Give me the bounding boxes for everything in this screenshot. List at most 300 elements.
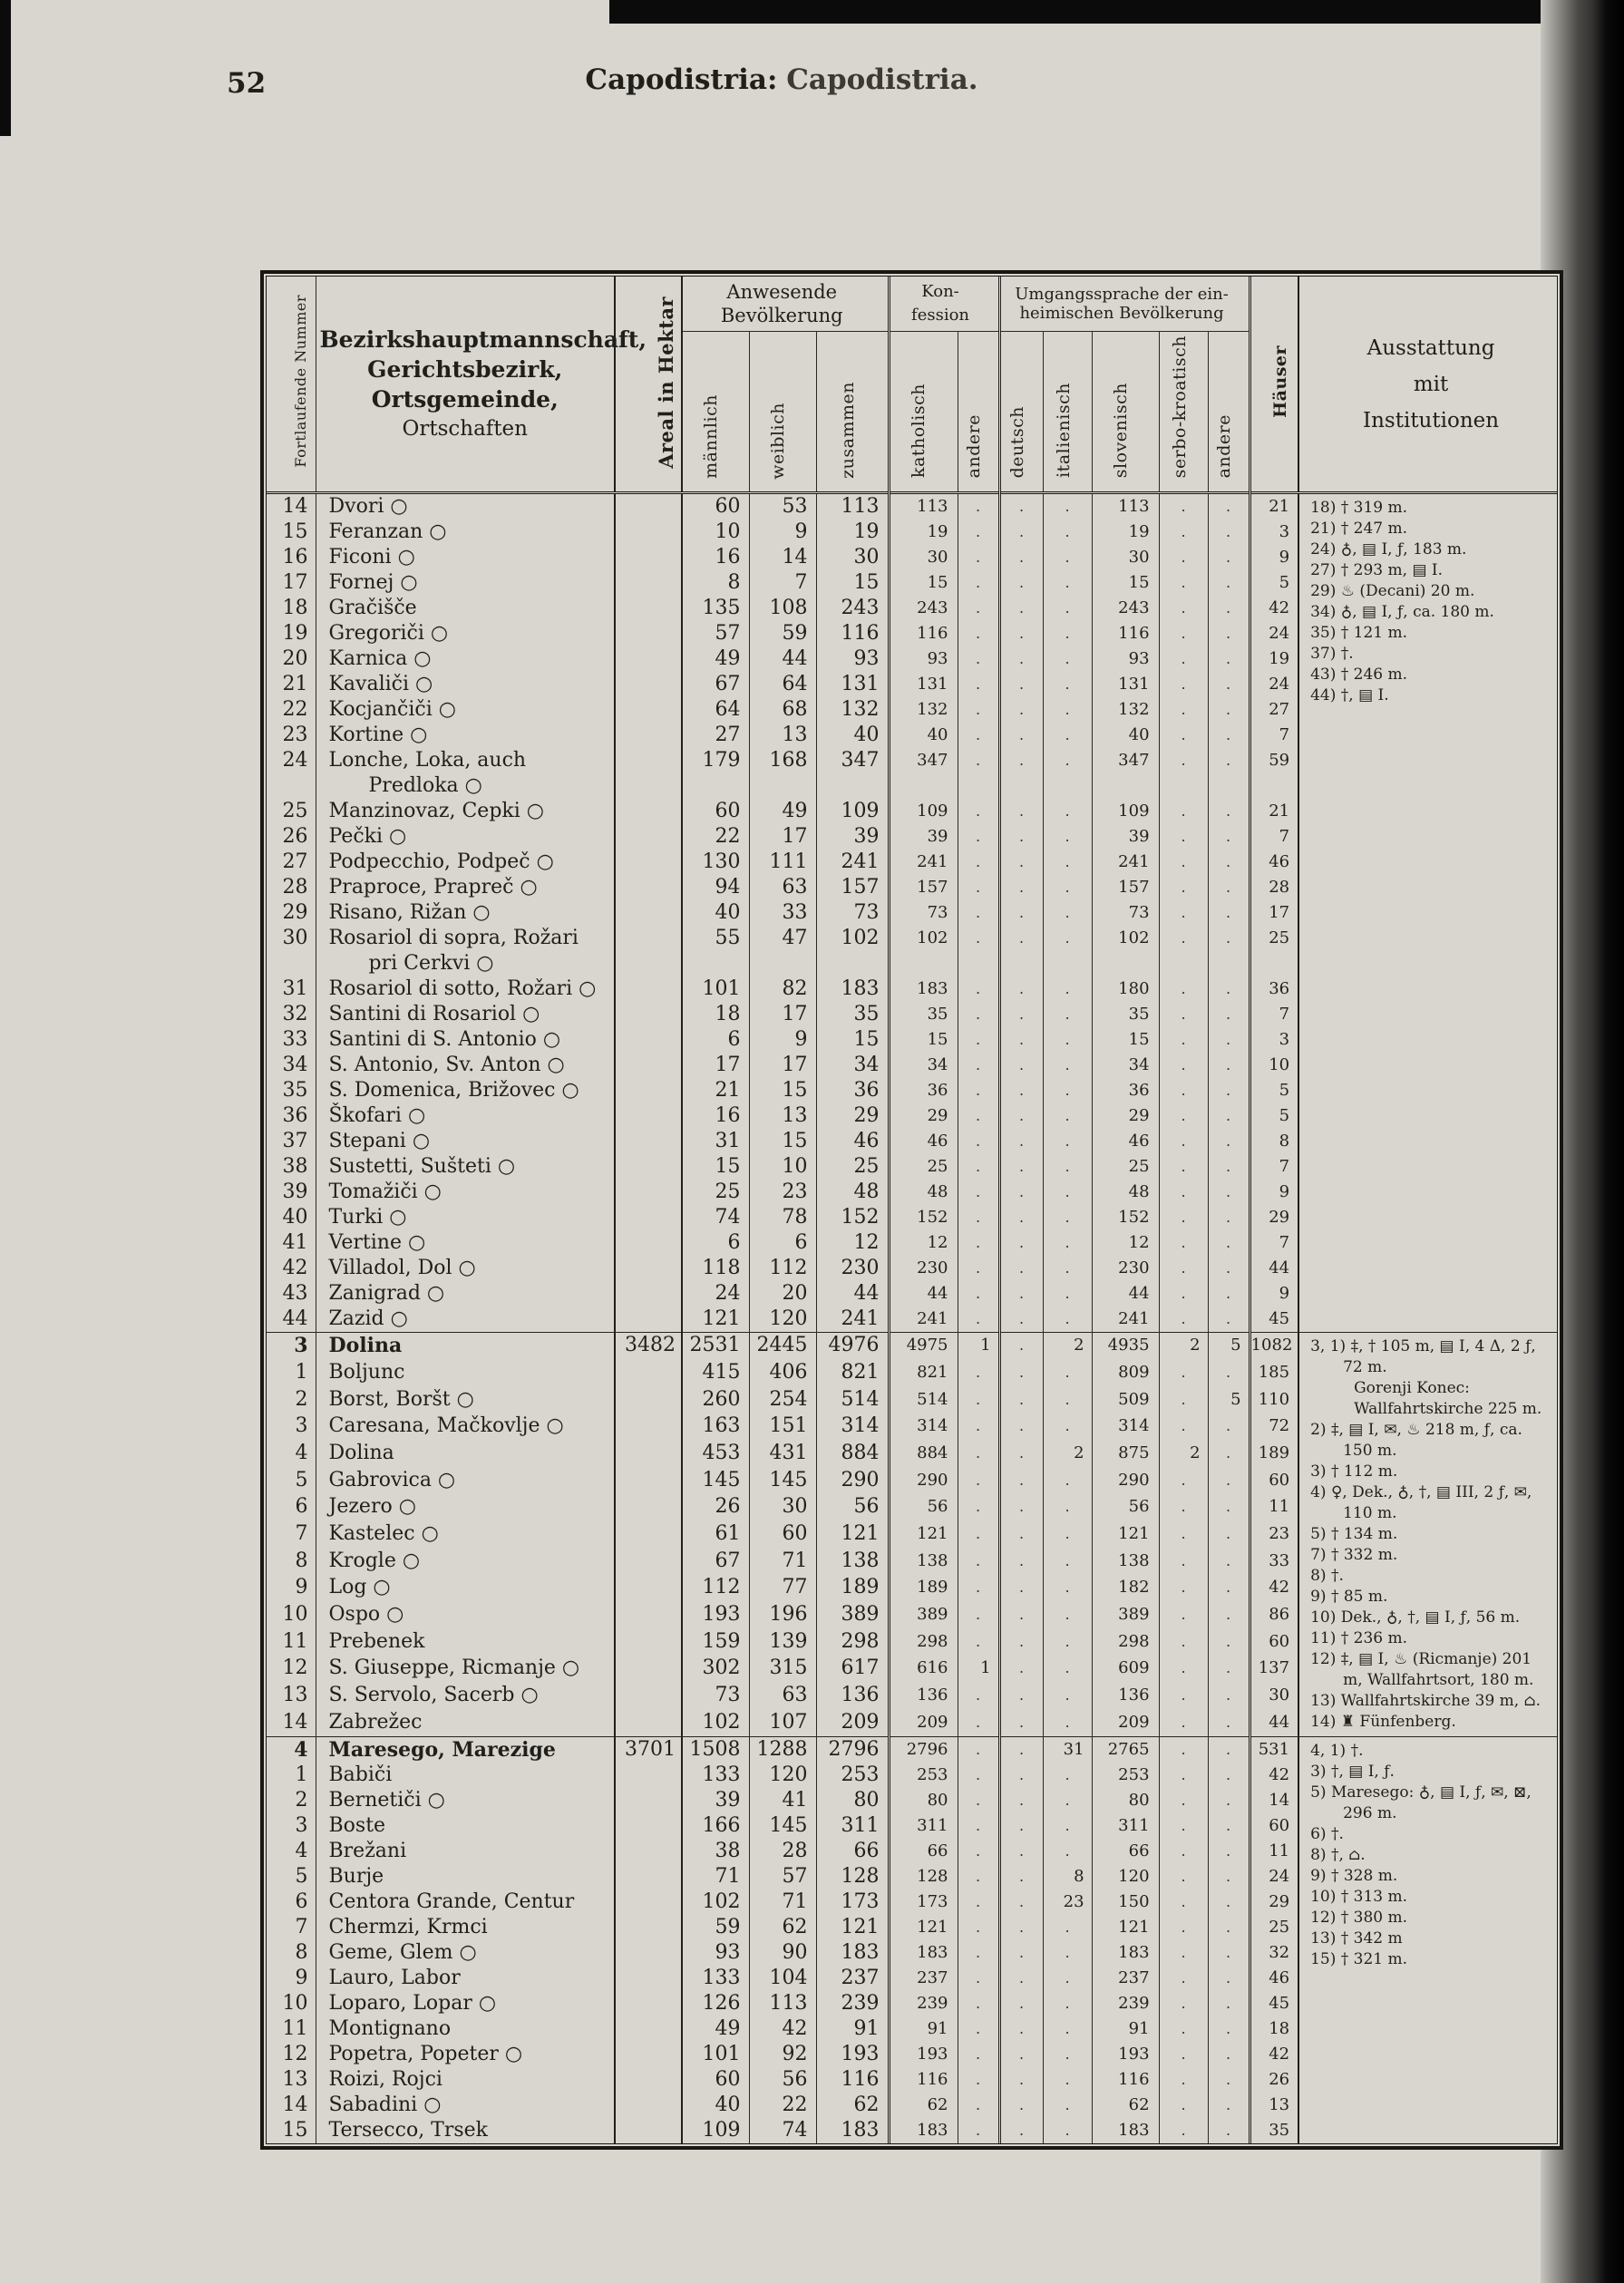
cell-slovene: 150 xyxy=(1092,1890,1159,1915)
column-header-german: deutsch xyxy=(999,332,1043,493)
cell-female: 17 xyxy=(749,1002,816,1027)
cell-italian: . xyxy=(1043,2016,1092,2042)
cell-male: 159 xyxy=(682,1629,749,1656)
cell-other-confession: . xyxy=(958,520,999,545)
cell-italian: . xyxy=(1043,1575,1092,1602)
footnote-line: Gorenji Konec: Wallfahrtskirche 225 m. xyxy=(1354,1379,1542,1419)
cell-male: 179 xyxy=(682,748,749,799)
cell-slovene: 121 xyxy=(1092,1915,1159,1940)
cell-german: . xyxy=(999,1129,1043,1154)
cell-female: 60 xyxy=(749,1521,816,1549)
cell-houses: 3 xyxy=(1250,1027,1298,1053)
cell-other-confession: . xyxy=(958,1575,999,1602)
cell-other-language: . xyxy=(1208,799,1250,824)
cell-houses: 24 xyxy=(1250,1864,1298,1890)
cell-serbo-croatian: . xyxy=(1159,1230,1208,1256)
cell-place-name: S. Domenica, Brižovec ○ xyxy=(316,1078,615,1103)
cell-catholic: 131 xyxy=(889,672,958,697)
cell-slovene: 290 xyxy=(1092,1468,1159,1495)
cell-male: 73 xyxy=(682,1683,749,1710)
cell-female: 63 xyxy=(749,875,816,900)
cell-place-name: Boljunc xyxy=(316,1360,615,1387)
footnote-line: 18) † 319 m. xyxy=(1310,499,1408,518)
cell-german: . xyxy=(999,1360,1043,1387)
cell-catholic: 2796 xyxy=(889,1737,958,1763)
cell-number: 34 xyxy=(282,1054,308,1077)
cell-total: 152 xyxy=(816,1205,889,1230)
cell-other-confession: . xyxy=(958,748,999,799)
cell-slovene: 62 xyxy=(1092,2093,1159,2118)
cell-areal xyxy=(615,1205,682,1230)
cell-male: 31 xyxy=(682,1129,749,1154)
cell-other-language: . xyxy=(1208,1788,1250,1813)
cell-serbo-croatian: . xyxy=(1159,2016,1208,2042)
cell-slovene: 12 xyxy=(1092,1230,1159,1256)
cell-male: 10 xyxy=(682,520,749,545)
cell-other-language: . xyxy=(1208,1864,1250,1890)
cell-male: 55 xyxy=(682,926,749,976)
cell-number: 16 xyxy=(282,546,308,569)
cell-place-name: Ficoni ○ xyxy=(316,545,615,570)
cell-german: . xyxy=(999,1915,1043,1940)
column-header-place: Bezirkshauptmannschaft, Gerichtsbezirk, Ortsgemeinde, Ortschaften xyxy=(316,277,615,493)
cell-slovene: 73 xyxy=(1092,900,1159,926)
cell-german: . xyxy=(999,520,1043,545)
cell-italian: . xyxy=(1043,1788,1092,1813)
cell-total: 30 xyxy=(816,545,889,570)
cell-female: 6 xyxy=(749,1230,816,1256)
cell-italian: . xyxy=(1043,1002,1092,1027)
cell-other-confession: . xyxy=(958,1414,999,1441)
cell-male: 21 xyxy=(682,1078,749,1103)
cell-german: . xyxy=(999,1813,1043,1839)
cell-other-language: . xyxy=(1208,2118,1250,2143)
cell-german: . xyxy=(999,697,1043,723)
cell-german: . xyxy=(999,672,1043,697)
cell-areal: 3701 xyxy=(615,1737,682,1763)
cell-houses: 30 xyxy=(1250,1683,1298,1710)
cell-place-name: Rosariol di sotto, Rožari ○ xyxy=(316,976,615,1002)
cell-male: 67 xyxy=(682,672,749,697)
cell-male: 130 xyxy=(682,850,749,875)
cell-catholic: 73 xyxy=(889,900,958,926)
cell-other-confession: . xyxy=(958,1763,999,1788)
cell-female: 47 xyxy=(749,926,816,976)
cell-italian: . xyxy=(1043,1991,1092,2016)
cell-german: . xyxy=(999,1737,1043,1763)
cell-other-language: . xyxy=(1208,1629,1250,1656)
cell-female: 42 xyxy=(749,2016,816,2042)
cell-male: 121 xyxy=(682,1307,749,1333)
cell-place-name: Prebenek xyxy=(316,1629,615,1656)
table-header xyxy=(267,277,1557,493)
cell-houses: 14 xyxy=(1250,1788,1298,1813)
cell-serbo-croatian: . xyxy=(1159,1788,1208,1813)
cell-slovene: 183 xyxy=(1092,2118,1159,2143)
cell-total: 230 xyxy=(816,1256,889,1281)
institutions-footnotes xyxy=(1298,1333,1557,1737)
cell-italian: . xyxy=(1043,1602,1092,1629)
cell-german: . xyxy=(999,723,1043,748)
cell-number: 4 xyxy=(295,1441,308,1464)
cell-serbo-croatian: . xyxy=(1159,1027,1208,1053)
cell-number: 20 xyxy=(282,647,308,671)
cell-female: 64 xyxy=(749,672,816,697)
cell-areal xyxy=(615,1468,682,1495)
cell-italian: . xyxy=(1043,1205,1092,1230)
cell-german: . xyxy=(999,748,1043,799)
cell-serbo-croatian: 2 xyxy=(1159,1441,1208,1468)
cell-female: 28 xyxy=(749,1839,816,1864)
cell-total: 239 xyxy=(816,1991,889,2016)
footnote-line: 5) † 134 m. xyxy=(1310,1525,1398,1544)
cell-areal xyxy=(615,1360,682,1387)
cell-place-name: Popetra, Popeter ○ xyxy=(316,2042,615,2067)
column-header-total: zusammen xyxy=(816,332,889,493)
cell-german: . xyxy=(999,1494,1043,1521)
cell-slovene: 298 xyxy=(1092,1629,1159,1656)
cell-italian: . xyxy=(1043,570,1092,596)
cell-italian: . xyxy=(1043,1940,1092,1966)
cell-male: 112 xyxy=(682,1575,749,1602)
cell-male: 163 xyxy=(682,1414,749,1441)
cell-houses: 137 xyxy=(1250,1656,1298,1683)
cell-houses: 35 xyxy=(1250,2118,1298,2143)
cell-german: . xyxy=(999,1414,1043,1441)
cell-catholic: 884 xyxy=(889,1441,958,1468)
cell-german: . xyxy=(999,1940,1043,1966)
cell-areal xyxy=(615,1966,682,1991)
cell-total: 91 xyxy=(816,2016,889,2042)
cell-female: 30 xyxy=(749,1494,816,1521)
cell-total: 40 xyxy=(816,723,889,748)
cell-areal xyxy=(615,2067,682,2093)
cell-number: 31 xyxy=(282,977,308,1001)
cell-areal xyxy=(615,926,682,976)
cell-catholic: 121 xyxy=(889,1521,958,1549)
cell-areal xyxy=(615,596,682,621)
cell-slovene: 239 xyxy=(1092,1991,1159,2016)
cell-other-confession: . xyxy=(958,926,999,976)
cell-other-language: . xyxy=(1208,1737,1250,1763)
cell-catholic: 243 xyxy=(889,596,958,621)
cell-total: 15 xyxy=(816,1027,889,1053)
cell-other-confession: . xyxy=(958,850,999,875)
cell-male: 102 xyxy=(682,1710,749,1737)
cell-catholic: 128 xyxy=(889,1864,958,1890)
cell-houses: 7 xyxy=(1250,1002,1298,1027)
cell-male: 126 xyxy=(682,1991,749,2016)
cell-italian: . xyxy=(1043,1230,1092,1256)
cell-female: 112 xyxy=(749,1256,816,1281)
cell-total: 15 xyxy=(816,570,889,596)
cell-number: 3 xyxy=(295,1814,308,1838)
cell-serbo-croatian: . xyxy=(1159,646,1208,672)
cell-total: 93 xyxy=(816,646,889,672)
cell-areal xyxy=(615,1441,682,1468)
cell-other-confession: . xyxy=(958,1864,999,1890)
cell-other-language: . xyxy=(1208,926,1250,976)
cell-other-language: . xyxy=(1208,1940,1250,1966)
cell-italian: . xyxy=(1043,1966,1092,1991)
cell-female: 17 xyxy=(749,1053,816,1078)
cell-place-name: Kocjančiči ○ xyxy=(316,697,615,723)
cell-number: 30 xyxy=(282,927,308,950)
cell-catholic: 173 xyxy=(889,1890,958,1915)
cell-catholic: 183 xyxy=(889,976,958,1002)
cell-number: 18 xyxy=(282,597,308,620)
cell-slovene: 609 xyxy=(1092,1656,1159,1683)
cell-male: 38 xyxy=(682,1839,749,1864)
cell-other-confession: . xyxy=(958,1360,999,1387)
cell-areal xyxy=(615,1890,682,1915)
cell-other-language: . xyxy=(1208,1656,1250,1683)
cell-total: 314 xyxy=(816,1414,889,1441)
cell-number: 36 xyxy=(282,1104,308,1128)
cell-total: 241 xyxy=(816,1307,889,1333)
cell-female: 63 xyxy=(749,1683,816,1710)
cell-place-name: Sustetti, Sušteti ○ xyxy=(316,1154,615,1180)
cell-catholic: 25 xyxy=(889,1154,958,1180)
cell-catholic: 93 xyxy=(889,646,958,672)
cell-other-confession: . xyxy=(958,976,999,1002)
cell-number: 10 xyxy=(282,1992,308,2016)
footnote-line: 44) †, ▤ I. xyxy=(1310,686,1389,705)
cell-other-language: . xyxy=(1208,824,1250,850)
cell-other-confession: . xyxy=(958,596,999,621)
cell-place-name: Boste xyxy=(316,1813,615,1839)
cell-number: 32 xyxy=(282,1003,308,1026)
cell-serbo-croatian: . xyxy=(1159,1915,1208,1940)
cell-other-language: . xyxy=(1208,1441,1250,1468)
cell-slovene: 48 xyxy=(1092,1180,1159,1205)
cell-slovene: 116 xyxy=(1092,2067,1159,2093)
cell-italian: . xyxy=(1043,646,1092,672)
cell-houses: 28 xyxy=(1250,875,1298,900)
cell-catholic: 183 xyxy=(889,1940,958,1966)
cell-areal xyxy=(615,1256,682,1281)
cell-male: 67 xyxy=(682,1549,749,1576)
cell-italian: . xyxy=(1043,1763,1092,1788)
cell-place-name: Log ○ xyxy=(316,1575,615,1602)
cell-number: 7 xyxy=(295,1916,308,1939)
cell-areal xyxy=(615,1940,682,1966)
cell-houses: 5 xyxy=(1250,1078,1298,1103)
cell-other-language: . xyxy=(1208,1256,1250,1281)
cell-female: 22 xyxy=(749,2093,816,2118)
cell-number: 3 xyxy=(267,1333,316,1360)
cell-houses: 45 xyxy=(1250,1307,1298,1333)
column-group-population: Anwesende Bevölkerung xyxy=(682,277,889,332)
cell-other-confession: . xyxy=(958,1129,999,1154)
cell-place-name: Sabadini ○ xyxy=(316,2093,615,2118)
cell-catholic: 314 xyxy=(889,1414,958,1441)
cell-female: 13 xyxy=(749,723,816,748)
cell-other-confession: . xyxy=(958,1629,999,1656)
cell-german: . xyxy=(999,875,1043,900)
cell-other-language: . xyxy=(1208,1002,1250,1027)
cell-male: 18 xyxy=(682,1002,749,1027)
cell-german: . xyxy=(999,1307,1043,1333)
cell-female: 113 xyxy=(749,1991,816,2016)
cell-other-language: . xyxy=(1208,596,1250,621)
cell-areal xyxy=(615,1307,682,1333)
cell-german: . xyxy=(999,1002,1043,1027)
cell-female: 49 xyxy=(749,799,816,824)
cell-other-language: . xyxy=(1208,1890,1250,1915)
cell-serbo-croatian: . xyxy=(1159,1737,1208,1763)
cell-slovene: 113 xyxy=(1092,493,1159,520)
cell-areal xyxy=(615,976,682,1002)
cell-other-confession: . xyxy=(958,1890,999,1915)
cell-italian: . xyxy=(1043,2118,1092,2143)
cell-other-confession: . xyxy=(958,1813,999,1839)
cell-other-language: . xyxy=(1208,875,1250,900)
cell-serbo-croatian: . xyxy=(1159,1360,1208,1387)
cell-houses: 17 xyxy=(1250,900,1298,926)
cell-female: 74 xyxy=(749,2118,816,2143)
cell-other-language: . xyxy=(1208,850,1250,875)
cell-number: 9 xyxy=(295,1576,308,1599)
cell-houses: 42 xyxy=(1250,1763,1298,1788)
cell-italian: 8 xyxy=(1043,1864,1092,1890)
footnote-line: 29) ♨ (Decani) 20 m. xyxy=(1310,582,1475,601)
cell-number: 9 xyxy=(295,1967,308,1990)
cell-slovene: 132 xyxy=(1092,697,1159,723)
cell-total: 102 xyxy=(816,926,889,976)
cell-other-confession: . xyxy=(958,621,999,646)
cell-german: . xyxy=(999,1281,1043,1307)
cell-areal xyxy=(615,1763,682,1788)
cell-other-confession: . xyxy=(958,1078,999,1103)
cell-slovene: 29 xyxy=(1092,1103,1159,1129)
cell-areal: 3482 xyxy=(615,1333,682,1360)
cell-female: 254 xyxy=(749,1387,816,1414)
cell-other-language: . xyxy=(1208,1813,1250,1839)
cell-serbo-croatian: . xyxy=(1159,1414,1208,1441)
cell-male: 64 xyxy=(682,697,749,723)
cell-total: 34 xyxy=(816,1053,889,1078)
cell-number: 24 xyxy=(282,749,308,772)
cell-number: 7 xyxy=(295,1521,308,1545)
cell-catholic: 36 xyxy=(889,1078,958,1103)
cell-other-language: . xyxy=(1208,493,1250,520)
cell-serbo-croatian: . xyxy=(1159,672,1208,697)
cell-italian: . xyxy=(1043,748,1092,799)
cell-female: 145 xyxy=(749,1468,816,1495)
cell-total: 128 xyxy=(816,1864,889,1890)
cell-place-name: Zazid ○ xyxy=(316,1307,615,1333)
cell-other-language: . xyxy=(1208,1549,1250,1576)
cell-catholic: 4975 xyxy=(889,1333,958,1360)
footnote-line: 9) † 85 m. xyxy=(1310,1588,1388,1607)
cell-serbo-croatian: . xyxy=(1159,1002,1208,1027)
cell-catholic: 157 xyxy=(889,875,958,900)
cell-male: 71 xyxy=(682,1864,749,1890)
cell-serbo-croatian: . xyxy=(1159,723,1208,748)
cell-german: . xyxy=(999,1788,1043,1813)
cell-place-name: Bernetiči ○ xyxy=(316,1788,615,1813)
cell-italian: . xyxy=(1043,1656,1092,1683)
cell-other-confession: . xyxy=(958,1256,999,1281)
cell-number: 12 xyxy=(282,2043,308,2066)
cell-catholic: 298 xyxy=(889,1629,958,1656)
cell-catholic: 189 xyxy=(889,1575,958,1602)
cell-german: . xyxy=(999,1103,1043,1129)
cell-place-name: Fornej ○ xyxy=(316,570,615,596)
cell-serbo-croatian: . xyxy=(1159,493,1208,520)
cell-female: 10 xyxy=(749,1154,816,1180)
cell-slovene: 30 xyxy=(1092,545,1159,570)
cell-areal xyxy=(615,1813,682,1839)
cell-other-language: . xyxy=(1208,1915,1250,1940)
cell-serbo-croatian: . xyxy=(1159,1864,1208,1890)
cell-place-name: Dolina xyxy=(316,1441,615,1468)
cell-areal xyxy=(615,1991,682,2016)
cell-german: . xyxy=(999,1333,1043,1360)
cell-italian: . xyxy=(1043,824,1092,850)
cell-total: 39 xyxy=(816,824,889,850)
cell-houses: 42 xyxy=(1250,2042,1298,2067)
cell-serbo-croatian: . xyxy=(1159,570,1208,596)
cell-italian: . xyxy=(1043,1710,1092,1737)
cell-italian: . xyxy=(1043,1387,1092,1414)
cell-catholic: 136 xyxy=(889,1683,958,1710)
cell-areal xyxy=(615,1103,682,1129)
cell-german: . xyxy=(999,2118,1043,2143)
cell-total: 298 xyxy=(816,1629,889,1656)
cell-catholic: 62 xyxy=(889,2093,958,2118)
cell-total: 48 xyxy=(816,1180,889,1205)
cell-place-name: Zanigrad ○ xyxy=(316,1281,615,1307)
cell-german: . xyxy=(999,1629,1043,1656)
footnote-line: 37) †. xyxy=(1310,645,1354,664)
cell-total: 183 xyxy=(816,2118,889,2143)
cell-male: 27 xyxy=(682,723,749,748)
cell-areal xyxy=(615,520,682,545)
cell-slovene: 253 xyxy=(1092,1763,1159,1788)
cell-slovene: 809 xyxy=(1092,1360,1159,1387)
cell-other-confession: . xyxy=(958,646,999,672)
cell-other-language: . xyxy=(1208,1230,1250,1256)
cell-total: 121 xyxy=(816,1915,889,1940)
cell-female: 57 xyxy=(749,1864,816,1890)
cell-catholic: 230 xyxy=(889,1256,958,1281)
cell-areal xyxy=(615,875,682,900)
cell-serbo-croatian: . xyxy=(1159,1307,1208,1333)
cell-italian: . xyxy=(1043,2093,1092,2118)
cell-houses: 5 xyxy=(1250,1103,1298,1129)
cell-male: 16 xyxy=(682,545,749,570)
cell-catholic: 237 xyxy=(889,1966,958,1991)
cell-german: . xyxy=(999,2016,1043,2042)
cell-serbo-croatian: . xyxy=(1159,1205,1208,1230)
cell-other-confession: . xyxy=(958,2067,999,2093)
cell-male: 59 xyxy=(682,1915,749,1940)
cell-italian: . xyxy=(1043,1307,1092,1333)
cell-total: 243 xyxy=(816,596,889,621)
cell-italian: . xyxy=(1043,1256,1092,1281)
cell-catholic: 253 xyxy=(889,1763,958,1788)
cell-houses: 11 xyxy=(1250,1839,1298,1864)
cell-male: 57 xyxy=(682,621,749,646)
cell-other-language: . xyxy=(1208,1414,1250,1441)
cell-italian: . xyxy=(1043,926,1092,976)
cell-number: 8 xyxy=(295,1941,308,1965)
footnote-line: 12) † 380 m. xyxy=(1310,1909,1408,1928)
cell-serbo-croatian: . xyxy=(1159,799,1208,824)
cell-german: . xyxy=(999,1549,1043,1576)
